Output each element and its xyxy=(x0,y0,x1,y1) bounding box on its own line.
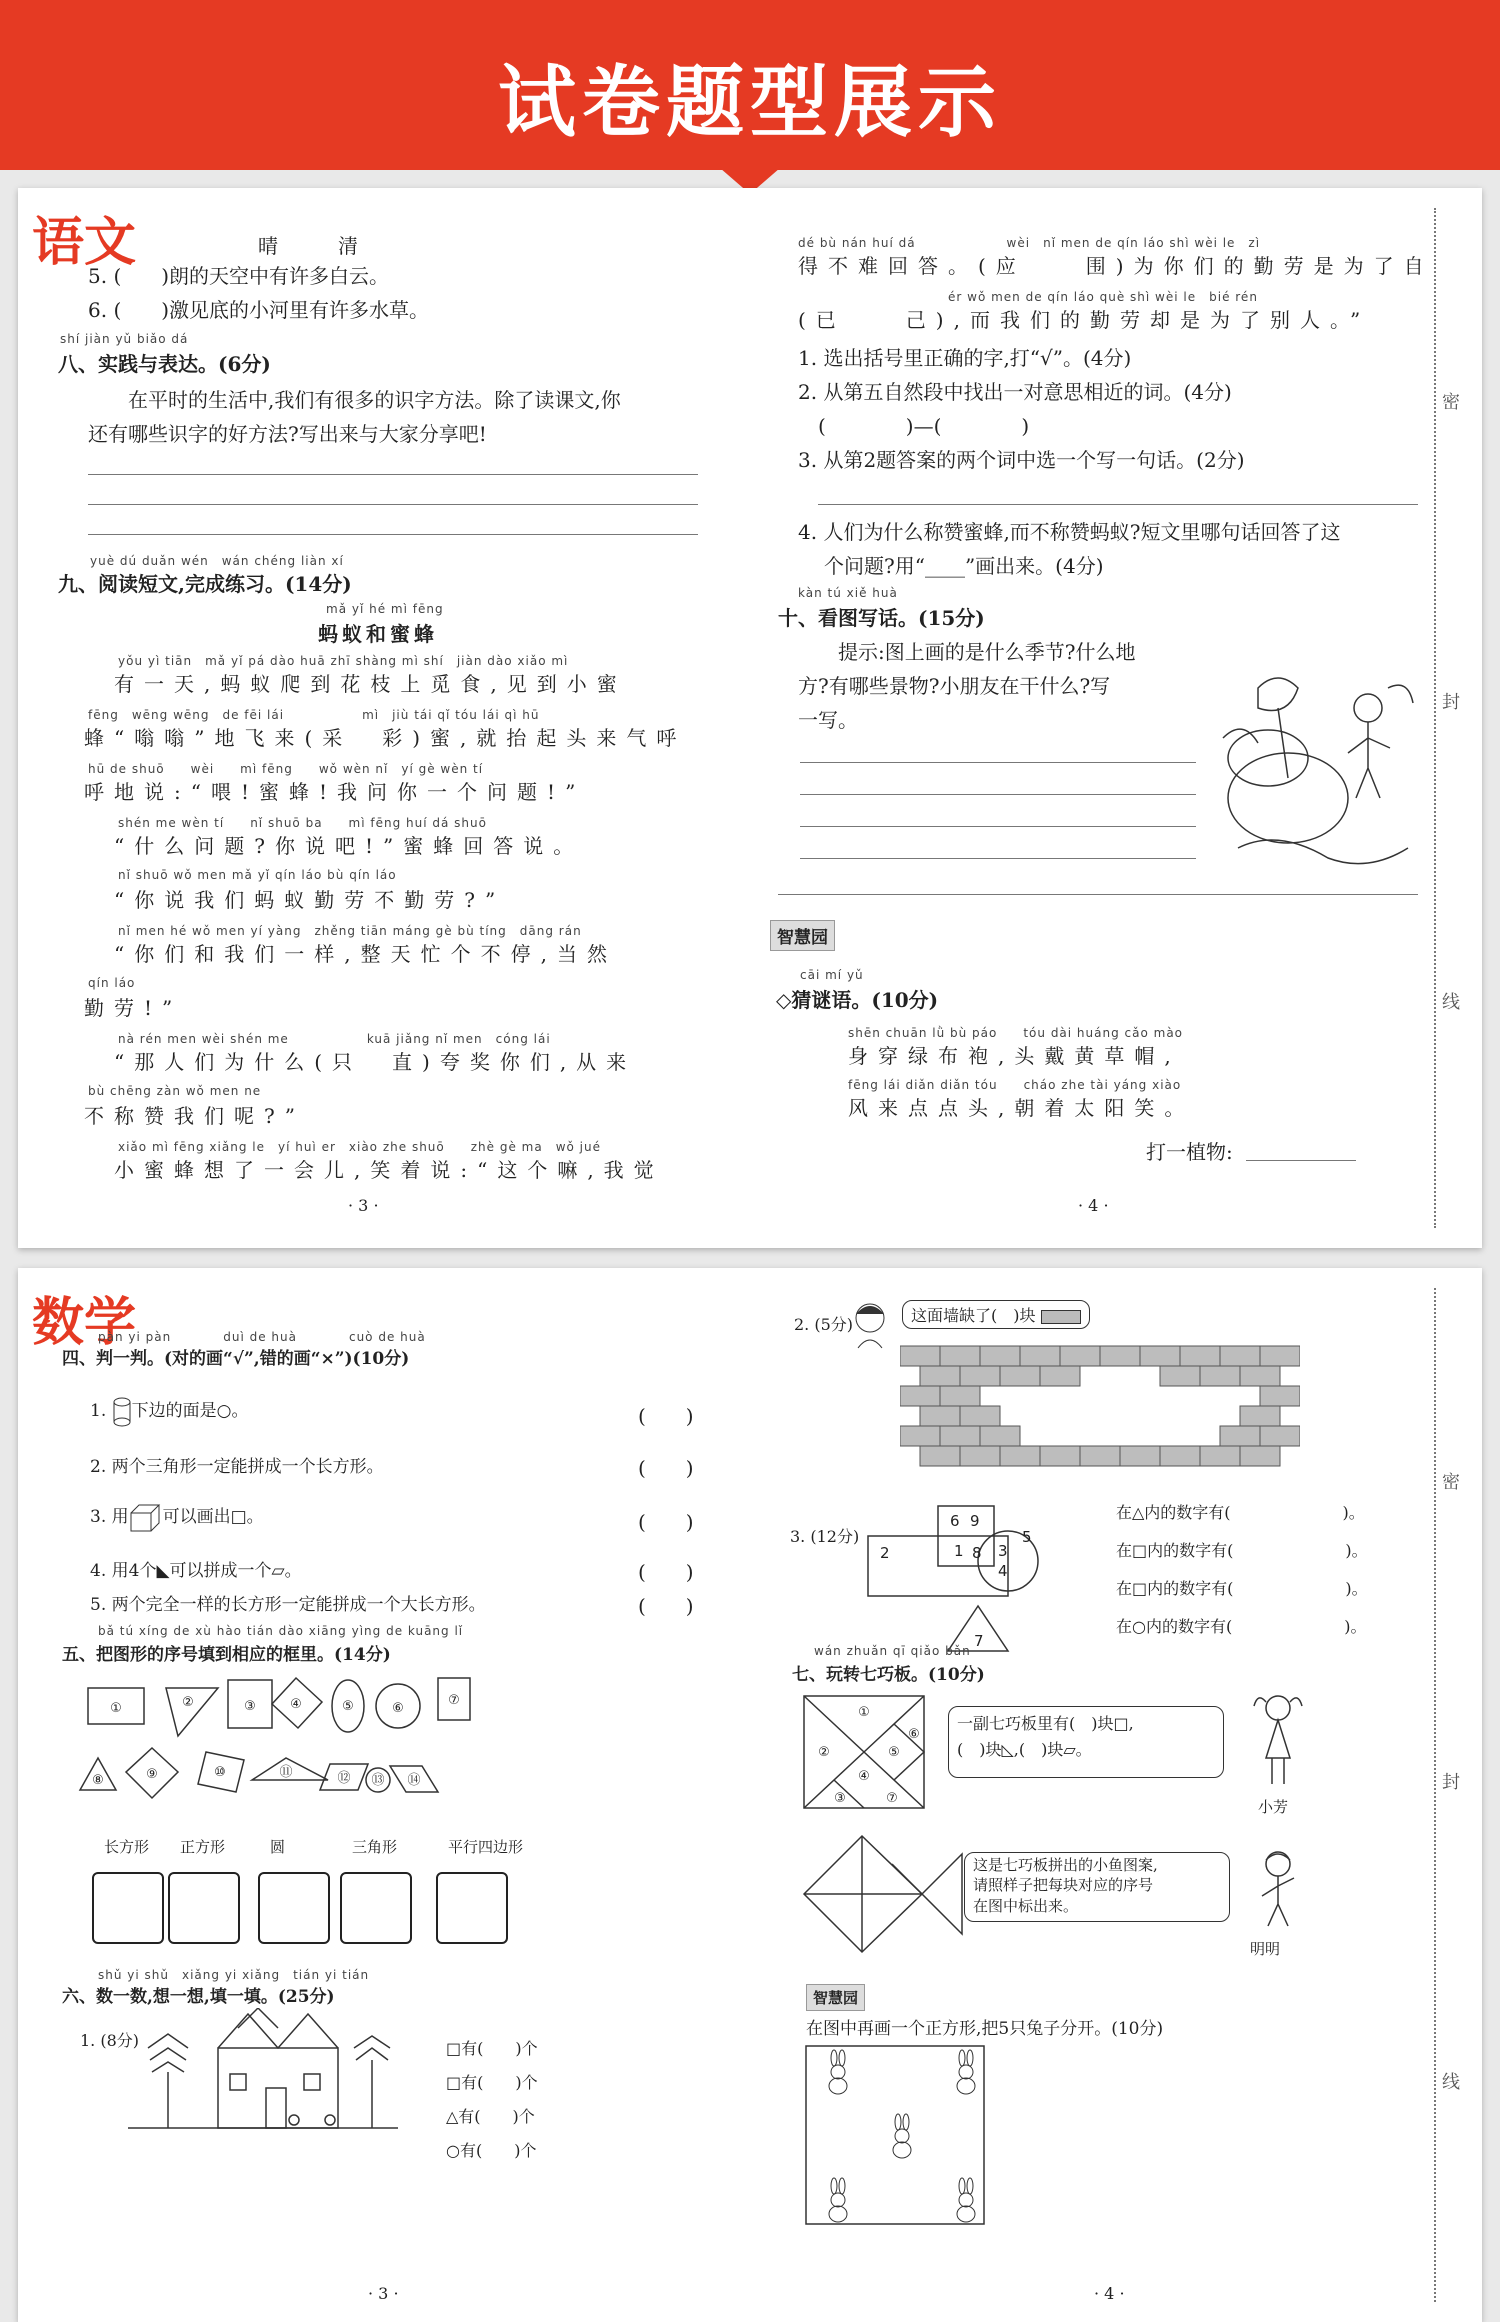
boy-figure xyxy=(1250,1848,1306,1928)
binding-char: 封 xyxy=(1442,1772,1460,1793)
category-label: 长方形 xyxy=(104,1838,150,1856)
riddle-heading: ◇猜谜语。(10分) xyxy=(776,988,939,1012)
s5-pinyin: bǎ tú xíng de xù hào tián dào xiāng yìng de kuāng lǐ xyxy=(98,1624,464,1638)
wisdom-garden-tag: 智慧园 xyxy=(770,920,835,951)
wisdom-garden-tag: 智慧园 xyxy=(806,1984,865,2011)
shape-count-line[interactable]: □有( )个 xyxy=(446,2039,538,2058)
shape-number-label: ⑧ xyxy=(92,1773,104,1788)
answer-paren[interactable]: ( ) xyxy=(638,1594,694,1618)
rabbit-icon xyxy=(957,2178,975,2222)
binding-char: 线 xyxy=(1442,992,1460,1013)
riddle-line-1-pinyin: shēn chuān lǜ bù páo tóu dài huáng cǎo mào xyxy=(848,1026,1184,1040)
wall-brick xyxy=(980,1426,1020,1446)
pinyin-top: 晴 清 xyxy=(258,234,378,258)
category-answer-box[interactable] xyxy=(340,1872,412,1944)
boy-name: 明明 xyxy=(1250,1940,1281,1958)
r-line-2: (已 己),而我们的勤劳却是为了别人。” xyxy=(798,308,1371,332)
svg-text:②: ② xyxy=(818,1745,830,1760)
question-6: 6. ( )激见底的小河里有许多水草。 xyxy=(88,298,430,322)
shape-number-label: ④ xyxy=(290,1697,302,1712)
r-question-4a: 4. 人们为什么称赞蜜蜂,而不称赞蚂蚁?短文里哪句话回答了这 xyxy=(798,520,1341,544)
wall-brick xyxy=(900,1426,940,1446)
answer-line[interactable] xyxy=(800,858,1196,859)
r-question-2-blank[interactable]: ( )—( ) xyxy=(818,414,1030,438)
house-picture xyxy=(118,2008,408,2138)
tangram-bubble-line-2: ( )块◺,( )块▱。 xyxy=(957,1739,1092,1759)
story-line-pinyin: nǐ men hé wǒ men yí yàng zhěng tiān máng gè bù tíng dāng rán xyxy=(118,924,582,938)
venn-answer-line[interactable]: 在□内的数字有( )。 xyxy=(1116,1541,1368,1560)
chinese-sheet xyxy=(18,188,1482,1248)
wall-brick xyxy=(1240,1406,1280,1426)
girl-figure xyxy=(1248,1688,1308,1788)
wall-brick xyxy=(940,1346,980,1366)
shape-number-label: ⑨ xyxy=(146,1767,158,1782)
binding-char: 线 xyxy=(1442,2072,1460,2093)
s7-pinyin: wán zhuǎn qī qiǎo bǎn xyxy=(814,1644,971,1658)
story-line: 不称赞我们呢?” xyxy=(84,1104,305,1128)
venn-answer-line[interactable]: 在○内的数字有( )。 xyxy=(1116,1617,1367,1636)
story-line: 勤劳!” xyxy=(84,996,183,1020)
r-line-1: 得不难回答。(应 围)为你们的勤劳是为了自 xyxy=(798,254,1434,278)
wall-brick xyxy=(980,1346,1020,1366)
answer-line[interactable] xyxy=(88,474,698,475)
shape-number-label: ⑪ xyxy=(279,1765,293,1780)
wall-brick xyxy=(920,1446,960,1466)
page-number: · 4 · xyxy=(1078,1196,1109,1215)
tangram-square xyxy=(802,1694,942,1814)
section-10-heading: 十、看图写话。(15分) xyxy=(778,606,985,630)
shape-number-label: ⑥ xyxy=(392,1701,404,1716)
tangram-bubble xyxy=(948,1706,1224,1778)
rabbit-icon xyxy=(829,2178,847,2222)
page-number: · 3 · xyxy=(348,1196,379,1215)
answer-line[interactable] xyxy=(88,504,698,505)
section-4-heading: 四、判一判。(对的画“√”,错的画“×”)(10分) xyxy=(62,1349,410,1369)
wall-brick xyxy=(1040,1446,1080,1466)
svg-text:2: 2 xyxy=(880,1544,890,1562)
s10-pinyin: kàn tú xiě huà xyxy=(798,586,898,600)
wall-brick xyxy=(1260,1346,1300,1366)
story-line: “那人们为什么(只 直)夸奖你们,从来 xyxy=(114,1050,637,1074)
svg-text:8: 8 xyxy=(972,1544,982,1562)
story-line: 蜂“嗡嗡”地飞来(采 彩)蜜,就抬起头来气呼 xyxy=(84,726,687,750)
rabbit-icon xyxy=(829,2050,847,2094)
story-line-pinyin: qín láo xyxy=(88,976,136,990)
svg-text:⑥: ⑥ xyxy=(908,1727,920,1742)
cube-icon xyxy=(129,1503,163,1533)
story-line-pinyin: nǐ shuō wǒ men mǎ yǐ qín láo bù qín láo xyxy=(118,868,397,882)
r-l1-pinyin: dé bù nán huí dá wèi nǐ men de qín láo shì wèi le zì xyxy=(798,236,1261,250)
section-7-heading: 七、玩转七巧板。(10分) xyxy=(792,1665,985,1685)
shape-number-label: ⑩ xyxy=(214,1765,226,1780)
venn-diagram xyxy=(858,1496,1058,1666)
svg-text:7: 7 xyxy=(974,1632,984,1650)
answer-paren[interactable]: ( ) xyxy=(638,1404,694,1428)
wall-brick xyxy=(1160,1366,1200,1386)
wall-brick xyxy=(1160,1446,1200,1466)
category-label: 平行四边形 xyxy=(448,1838,524,1856)
shape-number-label: ⑬ xyxy=(371,1773,385,1788)
wall-brick xyxy=(1020,1346,1060,1366)
story-line: 有一天,蚂蚁爬到花枝上觅食,见到小蜜 xyxy=(114,672,627,696)
wall-brick xyxy=(900,1346,940,1366)
answer-line[interactable] xyxy=(818,504,1418,505)
question-2-label: 2. (5分) xyxy=(794,1315,854,1334)
riddle-line-1: 身穿绿布袍,头戴黄草帽, xyxy=(848,1044,1181,1068)
r-question-4b: 个问题?用“____”画出来。(4分) xyxy=(824,554,1104,578)
judge-2: 2. 两个三角形一定能拼成一个长方形。 xyxy=(90,1457,384,1477)
subject-math: 数学 xyxy=(32,1293,137,1353)
r-question-1: 1. 选出括号里正确的字,打“√”。(4分) xyxy=(798,346,1132,370)
fish-bubble-line-1: 这是七巧板拼出的小鱼图案, xyxy=(973,1856,1158,1874)
s8-pinyin: shí jiàn yǔ biǎo dá xyxy=(60,332,189,346)
wall-brick xyxy=(960,1406,1000,1426)
question-5: 5. ( )朗的天空中有许多白云。 xyxy=(88,264,390,288)
story-line: 呼地说:“喂!蜜蜂!我问你一个问题!” xyxy=(84,780,586,804)
riddle-line-2-pinyin: fēng lái diǎn diǎn tóu cháo zhe tài yáng xiào xyxy=(848,1078,1182,1092)
subject-chinese: 语文 xyxy=(32,213,137,273)
binding-line xyxy=(1434,208,1436,1228)
story-line-pinyin: yǒu yì tiān mǎ yǐ pá dào huā zhī shàng mì shí jiàn dào xiǎo mì xyxy=(118,654,569,668)
brick-wall xyxy=(900,1336,1300,1476)
wall-brick xyxy=(1120,1446,1160,1466)
boy-avatar xyxy=(848,1298,892,1354)
judge-1: 1. 下边的面是○。 xyxy=(90,1396,248,1427)
story-line-pinyin: shén me wèn tí nǐ shuō ba mì fēng huí dá shuō xyxy=(118,816,487,830)
rabbit-question: 在图中再画一个正方形,把5只兔子分开。(10分) xyxy=(806,2019,1164,2039)
judge-1-text: 下边的面是○。 xyxy=(131,1401,249,1421)
wall-brick xyxy=(1240,1366,1280,1386)
wall-brick xyxy=(1140,1346,1180,1366)
story-line: “什么问题?你说吧!”蜜蜂回答说。 xyxy=(114,834,584,858)
shape-count-line[interactable]: □有( )个 xyxy=(446,2073,538,2092)
wall-brick xyxy=(920,1406,960,1426)
story-title-pinyin: mǎ yǐ hé mì fēng xyxy=(326,602,444,616)
svg-text:5: 5 xyxy=(1022,1528,1032,1546)
answer-line[interactable] xyxy=(88,534,698,535)
category-label: 正方形 xyxy=(180,1838,226,1856)
riddle-answer-label: 打一植物: xyxy=(1146,1140,1233,1164)
s4-pinyin: pàn yi pàn duì de huà cuò de huà xyxy=(98,1330,426,1344)
tangram-bubble-line-1: 一副七巧板里有( )块□, xyxy=(957,1714,1134,1733)
s8-text-1: 在平时的生活中,我们有很多的识字方法。除了读课文,你 xyxy=(128,388,621,412)
story-line-pinyin: nà rén men wèi shén me kuā jiǎng nǐ men cóng lái xyxy=(118,1032,551,1046)
svg-text:6: 6 xyxy=(950,1512,960,1530)
category-answer-box[interactable] xyxy=(258,1872,330,1944)
section-5-heading: 五、把图形的序号填到相应的框里。(14分) xyxy=(62,1645,391,1665)
wall-brick xyxy=(1060,1346,1100,1366)
wall-brick xyxy=(1220,1346,1260,1366)
section-8-heading: 八、实践与表达。(6分) xyxy=(58,352,271,376)
wall-brick xyxy=(960,1366,1000,1386)
story-line-pinyin: fēng wēng wēng de fēi lái mì jiù tái qǐ tóu lái qì hū xyxy=(88,708,540,722)
wall-brick xyxy=(940,1386,980,1406)
answer-line[interactable] xyxy=(800,794,1196,795)
wall-brick xyxy=(940,1426,980,1446)
svg-text:1: 1 xyxy=(954,1542,964,1560)
wall-brick xyxy=(1260,1426,1300,1446)
wall-brick xyxy=(1220,1426,1260,1446)
wall-brick xyxy=(1100,1346,1140,1366)
s8-text-2: 还有哪些识字的好方法?写出来与大家分享吧! xyxy=(88,422,487,446)
answer-paren[interactable]: ( ) xyxy=(638,1510,694,1534)
riddle-line-2: 风来点点头,朝着太阳笑。 xyxy=(848,1096,1195,1120)
category-label: 圆 xyxy=(270,1838,286,1856)
rabbit-icon xyxy=(957,2050,975,2094)
category-label: 三角形 xyxy=(352,1838,398,1856)
banner-title: 试卷题型展示 xyxy=(497,58,1002,148)
rabbit-icon xyxy=(893,2114,911,2158)
answer-line[interactable] xyxy=(800,826,1196,827)
venn-answer-line[interactable]: 在□内的数字有( )。 xyxy=(1116,1579,1368,1598)
judge-4: 4. 用4个◣可以拼成一个▱。 xyxy=(90,1561,302,1581)
category-answer-box[interactable] xyxy=(92,1872,164,1944)
s10-hint-3: 一写。 xyxy=(798,708,858,732)
tangram-fish xyxy=(802,1834,972,1954)
judge-3: 3. 用 可以画出□。 xyxy=(90,1502,264,1533)
svg-text:3: 3 xyxy=(998,1542,1008,1560)
story-title: 蚂蚁和蜜蜂 xyxy=(318,622,438,646)
wall-brick xyxy=(1080,1446,1120,1466)
story-line: “你们和我们一样,整天忙个不停,当然 xyxy=(114,942,617,966)
answer-paren[interactable]: ( ) xyxy=(638,1560,694,1584)
category-answer-box[interactable] xyxy=(168,1872,240,1944)
wall-bubble-text: 这面墙缺了( )块 xyxy=(911,1306,1036,1325)
svg-text:③: ③ xyxy=(834,1791,846,1806)
binding-char: 封 xyxy=(1442,692,1460,713)
riddle-pinyin: cāi mí yǔ xyxy=(800,968,864,982)
wall-brick xyxy=(920,1366,960,1386)
shape-number-label: ① xyxy=(110,1701,122,1716)
answer-paren[interactable]: ( ) xyxy=(638,1456,694,1480)
s10-hint-2: 方?有哪些景物?小朋友在干什么?写 xyxy=(798,674,1111,698)
divider xyxy=(778,894,1418,895)
svg-text:①: ① xyxy=(858,1705,870,1720)
rabbit-square[interactable] xyxy=(804,2044,988,2228)
brick-icon xyxy=(1041,1310,1081,1324)
story-line-pinyin: xiǎo mì fēng xiǎng le yí huì er xiào zhe shuō zhè gè ma wǒ jué xyxy=(118,1140,602,1154)
shape-number-label: ⑭ xyxy=(407,1773,421,1788)
fish-bubble-line-2: 请照样子把每块对应的序号 xyxy=(973,1876,1154,1895)
wall-brick xyxy=(1260,1386,1300,1406)
shape-count-line[interactable]: △有( )个 xyxy=(446,2107,535,2126)
r-l2-pinyin: ér wǒ men de qín láo què shì wèi le bié rén xyxy=(948,290,1258,304)
wall-bubble xyxy=(902,1300,1090,1329)
svg-text:⑤: ⑤ xyxy=(888,1745,900,1760)
wall-brick xyxy=(1180,1346,1220,1366)
wall-brick xyxy=(1000,1366,1040,1386)
wall-brick xyxy=(960,1446,1000,1466)
svg-text:4: 4 xyxy=(998,1562,1008,1580)
venn-answer-line[interactable]: 在△内的数字有( )。 xyxy=(1116,1503,1365,1522)
girl-name: 小芳 xyxy=(1258,1798,1289,1816)
wall-brick xyxy=(900,1386,940,1406)
r-question-2: 2. 从第五自然段中找出一对意思相近的词。(4分) xyxy=(798,380,1232,404)
svg-text:⑦: ⑦ xyxy=(886,1791,898,1806)
judge-5: 5. 两个完全一样的长方形一定能拼成一个大长方形。 xyxy=(90,1595,486,1615)
wall-brick xyxy=(1000,1446,1040,1466)
svg-text:9: 9 xyxy=(970,1512,980,1530)
shapes-grid xyxy=(68,1668,628,1818)
story-line-pinyin: bù chēng zàn wǒ men ne xyxy=(88,1084,262,1098)
shape-number-label: ② xyxy=(182,1695,194,1710)
svg-text:④: ④ xyxy=(858,1769,870,1784)
banner xyxy=(0,0,1500,170)
story-line-pinyin: hū de shuō wèi mì fēng wǒ wèn nǐ yí gè wèn tí xyxy=(88,762,484,776)
question-3-label: 3. (12分) xyxy=(790,1527,860,1546)
riddle-answer-line[interactable] xyxy=(1246,1160,1356,1161)
page-number: · 4 · xyxy=(1094,2284,1125,2303)
section-6-heading: 六、数一数,想一想,填一填。(25分) xyxy=(62,1987,335,2007)
shape-count-line[interactable]: ○有( )个 xyxy=(446,2141,537,2160)
answer-line[interactable] xyxy=(800,762,1196,763)
s9-pinyin: yuè dú duǎn wén wán chéng liàn xí xyxy=(90,554,344,568)
cylinder-icon xyxy=(112,1397,132,1427)
judge-3-text: 可以画出□。 xyxy=(162,1507,264,1527)
story-line: “你说我们蚂蚁勤劳不勤劳?” xyxy=(114,888,506,912)
shape-number-label: ⑤ xyxy=(342,1699,354,1714)
wall-brick xyxy=(1200,1446,1240,1466)
fish-bubble xyxy=(964,1852,1230,1922)
wall-brick xyxy=(1240,1446,1280,1466)
math-sheet xyxy=(18,1268,1482,2322)
wall-brick xyxy=(1200,1366,1240,1386)
section-9-heading: 九、阅读短文,完成练习。(14分) xyxy=(58,572,352,596)
shape-number-label: ③ xyxy=(244,1699,256,1714)
shape-number-label: ⑦ xyxy=(448,1693,460,1708)
s10-hint-1: 提示:图上画的是什么季节?什么地 xyxy=(838,640,1136,664)
page-number: · 3 · xyxy=(368,2284,399,2303)
r-question-3: 3. 从第2题答案的两个词中选一个写一句话。(2分) xyxy=(798,448,1245,472)
binding-char: 密 xyxy=(1442,392,1460,413)
binding-char: 密 xyxy=(1442,1472,1460,1493)
s6-pinyin: shǔ yi shǔ xiǎng yi xiǎng tián yi tián xyxy=(98,1968,370,1982)
story-line: 小蜜蜂想了一会儿,笑着说:“这个嘛,我觉 xyxy=(114,1158,664,1182)
spring-scene-illustration xyxy=(1218,648,1418,878)
fish-bubble-line-3: 在图中标出来。 xyxy=(973,1896,1079,1915)
binding-line xyxy=(1434,1288,1436,2302)
shape-number-label: ⑫ xyxy=(337,1771,351,1786)
category-answer-box[interactable] xyxy=(436,1872,508,1944)
wall-brick xyxy=(1040,1366,1080,1386)
question-1-label: 1. (8分) xyxy=(80,2031,140,2050)
